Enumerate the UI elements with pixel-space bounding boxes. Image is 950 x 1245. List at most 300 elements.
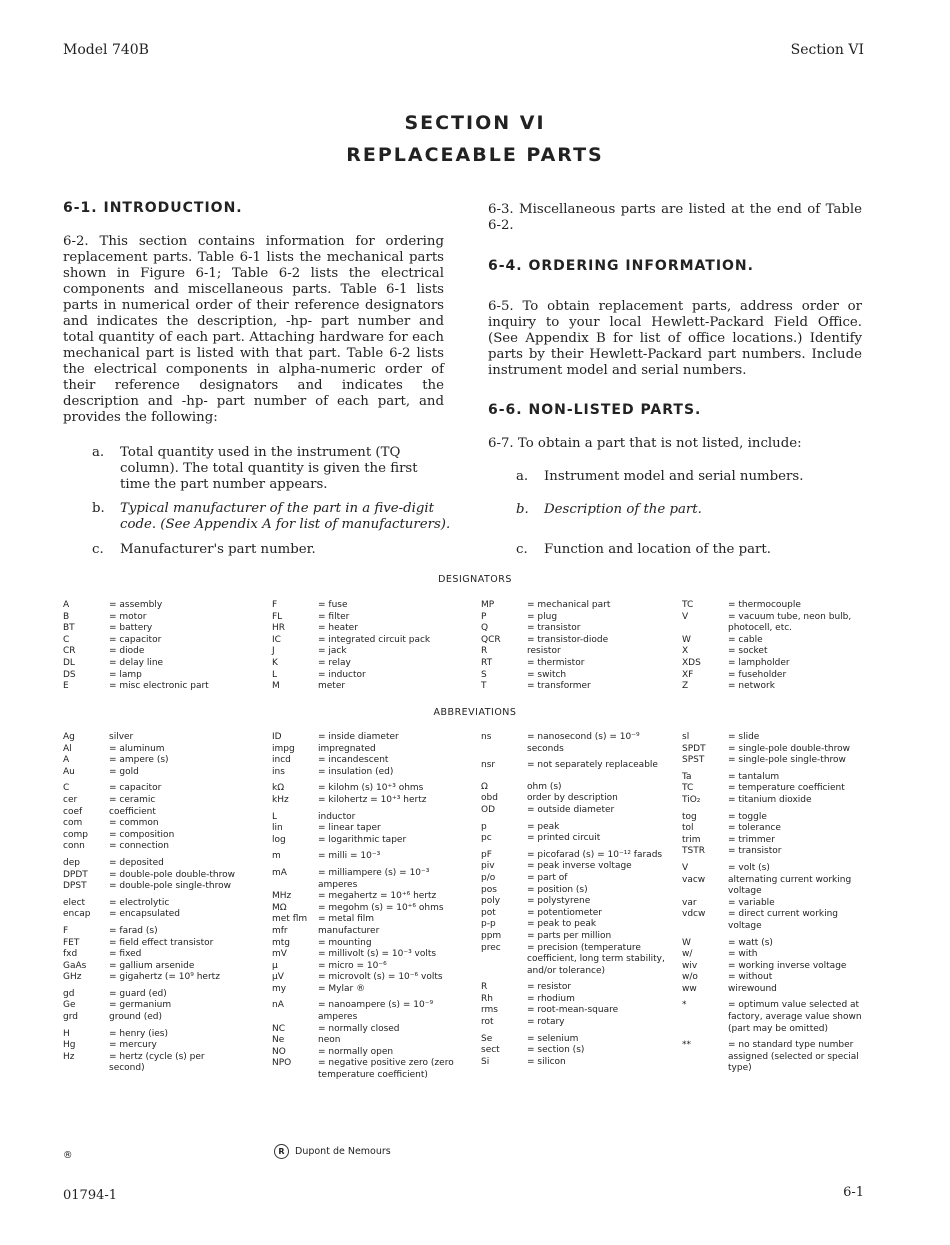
glossary-row <box>63 818 243 830</box>
glossary-code: XF <box>682 669 694 680</box>
glossary-code: fxd <box>63 949 78 960</box>
glossary-row <box>682 612 862 635</box>
glossary-row <box>682 795 867 807</box>
glossary-row <box>682 681 862 693</box>
glossary-description: silver <box>109 732 134 742</box>
glossary-code: dep <box>63 857 80 868</box>
glossary-row <box>272 926 462 938</box>
glossary-description: = direct current working voltage <box>728 909 839 931</box>
glossary-description: = potentiometer <box>527 907 602 918</box>
glossary-description: meter <box>318 681 346 692</box>
glossary-row <box>63 830 243 842</box>
glossary-code: K <box>272 657 278 668</box>
glossary-code: T <box>481 681 487 692</box>
glossary-code: B <box>63 611 70 622</box>
glossary-row <box>272 823 462 835</box>
glossary-row <box>481 943 676 978</box>
glossary-description: = battery <box>109 623 153 634</box>
glossary-code: TC <box>682 783 694 794</box>
glossary-description: resistor <box>527 646 561 657</box>
glossary-code: NC <box>272 1023 286 1034</box>
glossary-description: = mechanical part <box>527 600 611 610</box>
glossary-code: L <box>272 811 278 822</box>
glossary-description: = mercury <box>109 1040 157 1051</box>
glossary-code: R <box>481 646 488 657</box>
glossary-row <box>63 635 238 647</box>
glossary-row <box>272 732 462 744</box>
glossary-description: = normally closed <box>318 1023 400 1034</box>
glossary-description: = peak inverse voltage <box>527 861 632 872</box>
glossary-description: = megohm (s) = 10⁺⁶ ohms <box>318 902 444 913</box>
glossary-code: mtg <box>272 937 291 948</box>
glossary-code: Ne <box>272 1035 285 1046</box>
glossary-row <box>682 835 867 847</box>
list-item <box>516 542 862 560</box>
glossary-row <box>481 681 666 693</box>
glossary-row <box>272 795 462 807</box>
glossary-description: = motor <box>109 611 147 622</box>
designators-column <box>682 600 862 693</box>
glossary-code: obd <box>481 793 498 804</box>
glossary-description: = part of <box>527 872 568 883</box>
glossary-code: nsr <box>481 760 496 771</box>
glossary-row <box>272 623 442 635</box>
glossary-description: = plug <box>527 611 558 622</box>
glossary-description: coefficient <box>109 806 156 817</box>
glossary-code: E <box>63 681 69 692</box>
glossary-description: = printed circuit <box>527 833 601 844</box>
glossary-code: μV <box>272 972 284 983</box>
glossary-description: = megahertz = 10⁺⁶ hertz <box>318 891 437 902</box>
glossary-description: = thermistor <box>527 657 585 668</box>
glossary-code: BT <box>63 623 75 634</box>
glossary-row <box>682 646 862 658</box>
list-marker: a. <box>516 469 529 484</box>
glossary-code: met flm <box>272 914 308 925</box>
glossary-code: pF <box>481 849 492 860</box>
glossary-row <box>63 681 238 693</box>
glossary-code: mA <box>272 867 287 878</box>
list-text: Manufacturer's part number. <box>120 542 316 557</box>
glossary-row <box>63 1029 243 1041</box>
glossary-description: = parts per million <box>527 930 612 941</box>
glossary-code: NPO <box>272 1058 292 1069</box>
glossary-code: log <box>272 834 286 845</box>
glossary-code: Z <box>682 681 689 692</box>
glossary-description: = resistor <box>527 982 572 993</box>
glossary-row <box>63 870 243 882</box>
glossary-description: = inductor <box>318 669 366 680</box>
glossary-code: V <box>682 611 689 622</box>
glossary-description: = capacitor <box>109 783 162 794</box>
glossary-description: = heater <box>318 623 358 634</box>
glossary-code: DS <box>63 669 76 680</box>
glossary-code: com <box>63 818 83 829</box>
glossary-description: = fixed <box>109 949 142 960</box>
glossary-code: L <box>272 669 278 680</box>
glossary-row <box>481 822 676 834</box>
glossary-description: = relay <box>318 657 351 668</box>
glossary-description: = mounting <box>318 937 372 948</box>
glossary-description: = silicon <box>527 1056 566 1067</box>
glossary-code: prec <box>481 942 501 953</box>
glossary-row <box>63 744 243 756</box>
glossary-description: = double-pole single-throw <box>109 881 231 892</box>
glossary-description: = socket <box>728 646 768 657</box>
glossary-row <box>481 1005 676 1017</box>
glossary-code: elect <box>63 897 86 908</box>
glossary-description: = variable <box>728 897 775 908</box>
abbreviations-column <box>272 732 462 1082</box>
glossary-code: XDS <box>682 657 701 668</box>
glossary-code: DPST <box>63 881 87 892</box>
nonlisted-heading: 6-6. NON-LISTED PARTS. <box>488 402 702 418</box>
glossary-code: RT <box>481 657 493 668</box>
glossary-description: neon <box>318 1035 341 1046</box>
glossary-description: = gold <box>109 766 139 777</box>
glossary-row <box>63 600 238 612</box>
glossary-description: order by description <box>527 793 618 804</box>
glossary-description: inductor <box>318 811 356 822</box>
glossary-description: = micro = 10⁻⁶ <box>318 960 387 971</box>
glossary-code: Ag <box>63 732 75 742</box>
glossary-code: TC <box>682 600 694 610</box>
glossary-row <box>481 658 666 670</box>
glossary-code: F <box>63 925 69 936</box>
glossary-row <box>272 612 442 624</box>
glossary-row <box>682 600 862 612</box>
glossary-description: = metal film <box>318 914 375 925</box>
glossary-row <box>481 896 676 908</box>
glossary-code: Rh <box>481 993 493 1004</box>
list-text: Typical manufacturer of the part in a five-digit code. (See Appendix A for list of manufacturers). <box>120 501 451 532</box>
glossary-row <box>481 908 676 920</box>
glossary-code: rot <box>481 1017 494 1028</box>
trademark-note <box>274 1144 391 1159</box>
list-text: Description of the part. <box>544 502 702 517</box>
glossary-code: ID <box>272 732 282 742</box>
glossary-code: ww <box>682 983 697 994</box>
glossary-description: = connection <box>109 841 169 852</box>
glossary-row <box>481 1017 676 1029</box>
glossary-code: MHz <box>272 891 292 902</box>
list-text: Function and location of the part. <box>544 542 771 557</box>
glossary-code: pot <box>481 907 496 918</box>
abbreviations-column <box>481 732 676 1068</box>
glossary-description: = gigahertz (= 10⁹ hertz <box>109 972 220 983</box>
glossary-row <box>682 863 867 875</box>
glossary-code: my <box>272 983 287 994</box>
glossary-row <box>272 600 442 612</box>
glossary-row <box>272 949 462 961</box>
glossary-row <box>481 1034 676 1046</box>
glossary-row <box>682 755 867 767</box>
glossary-code: Au <box>63 766 75 777</box>
glossary-row <box>63 767 243 779</box>
glossary-code: lin <box>272 823 283 834</box>
glossary-code: SPST <box>682 755 705 766</box>
glossary-row <box>481 994 676 1006</box>
glossary-row <box>481 1057 676 1069</box>
glossary-description: = watt (s) <box>728 937 773 948</box>
glossary-code: encap <box>63 909 91 920</box>
glossary-code: F <box>272 600 278 610</box>
glossary-row <box>272 1058 462 1081</box>
glossary-code: p-p <box>481 919 496 930</box>
glossary-description: = titanium dioxide <box>728 794 812 805</box>
glossary-description: = rotary <box>527 1017 565 1028</box>
glossary-row <box>682 961 867 973</box>
glossary-row <box>682 823 867 835</box>
glossary-code: C <box>63 634 70 645</box>
glossary-description: = ampere (s) <box>109 755 169 766</box>
glossary-description: = single-pole double-throw <box>728 743 850 754</box>
glossary-code: ns <box>481 732 492 742</box>
glossary-description: wirewound <box>728 983 777 994</box>
glossary-description: ohm (s) <box>527 781 562 792</box>
footer-document-number: 01794-1 <box>63 1188 118 1203</box>
glossary-row <box>272 767 462 779</box>
glossary-row <box>682 732 867 744</box>
glossary-description: = ceramic <box>109 794 156 805</box>
glossary-description: = not separately replaceable <box>527 760 658 771</box>
list-item <box>92 542 444 560</box>
glossary-row <box>481 670 666 682</box>
glossary-description: = transformer <box>527 681 591 692</box>
glossary-description: = double-pole double-throw <box>109 869 235 880</box>
glossary-row <box>481 600 666 612</box>
glossary-code: H <box>63 1028 70 1039</box>
glossary-code: nA <box>272 1000 284 1011</box>
glossary-row <box>63 961 243 973</box>
list-item <box>516 502 862 520</box>
glossary-description: = misc electronic part <box>109 681 209 692</box>
glossary-description: = optimum value selected at factory, average value shown (part may be omitted) <box>728 1000 862 1034</box>
glossary-code: W <box>682 937 691 948</box>
glossary-row <box>272 961 462 973</box>
glossary-row <box>272 1000 462 1023</box>
glossary-description: impregnated <box>318 743 376 754</box>
glossary-description: = network <box>728 681 775 692</box>
glossary-description: = temperature coefficient <box>728 783 845 794</box>
glossary-description: = encapsulated <box>109 909 181 920</box>
glossary-code: sect <box>481 1045 500 1056</box>
glossary-description: = filter <box>318 611 350 622</box>
glossary-row <box>272 914 462 926</box>
glossary-description: = farad (s) <box>109 925 158 936</box>
glossary-description: = kilohertz = 10⁺³ hertz <box>318 794 427 805</box>
glossary-code: Ge <box>63 1000 76 1011</box>
glossary-code: trim <box>682 834 701 845</box>
glossary-row <box>272 984 462 996</box>
glossary-code: DPDT <box>63 869 88 880</box>
glossary-row <box>682 658 862 670</box>
glossary-description: = single-pole single-throw <box>728 755 846 766</box>
glossary-row <box>63 783 243 795</box>
glossary-description: = jack <box>318 646 347 657</box>
glossary-description: = field effect transistor <box>109 937 214 948</box>
glossary-code: M <box>272 681 280 692</box>
glossary-description: = Mylar ® <box>318 983 366 994</box>
glossary-row <box>481 793 676 805</box>
glossary-code: OD <box>481 804 496 815</box>
glossary-description: = henry (ies) <box>109 1028 168 1039</box>
glossary-description: = lamp <box>109 669 142 680</box>
glossary-row <box>272 783 462 795</box>
list-marker: c. <box>92 542 104 557</box>
glossary-code: A <box>63 600 70 610</box>
glossary-code: impg <box>272 743 295 754</box>
glossary-row <box>682 938 867 950</box>
glossary-description: = diode <box>109 646 145 657</box>
glossary-description: = picofarad (s) = 10⁻¹² farads <box>527 849 663 860</box>
glossary-row <box>682 984 867 996</box>
glossary-row <box>682 972 867 984</box>
abbreviations-label: ABBREVIATIONS <box>433 707 517 718</box>
glossary-description: = transistor <box>527 623 581 634</box>
list-text: Instrument model and serial numbers. <box>544 469 804 484</box>
glossary-description: = root-mean-square <box>527 1005 619 1016</box>
glossary-code: p/o <box>481 872 496 883</box>
glossary-code: TSTR <box>682 846 705 857</box>
glossary-row <box>63 658 238 670</box>
glossary-row <box>481 623 666 635</box>
glossary-description: = insulation (ed) <box>318 766 394 777</box>
glossary-code: poly <box>481 896 501 907</box>
glossary-code: FL <box>272 611 283 622</box>
glossary-code: μ <box>272 960 278 971</box>
glossary-description: = transistor <box>728 846 782 857</box>
glossary-code: Ta <box>682 771 692 782</box>
glossary-code: piv <box>481 861 495 872</box>
glossary-code: R <box>481 982 488 993</box>
glossary-code: GaAs <box>63 960 87 971</box>
glossary-code: pc <box>481 833 492 844</box>
glossary-code: comp <box>63 829 88 840</box>
glossary-row <box>682 744 867 756</box>
glossary-row <box>481 861 676 873</box>
footer-page-number: 6-1 <box>843 1185 864 1200</box>
glossary-description: = volt (s) <box>728 862 770 873</box>
trademark-text: Dupont de Nemours <box>295 1146 391 1157</box>
glossary-description: = vacuum tube, neon bulb, photocell, etc. <box>728 611 852 634</box>
glossary-code: gd <box>63 988 75 999</box>
glossary-row <box>481 833 676 845</box>
list-item <box>92 445 444 495</box>
glossary-description: = capacitor <box>109 634 162 645</box>
glossary-code: incd <box>272 755 291 766</box>
glossary-description: = thermocouple <box>728 600 801 610</box>
glossary-code: X <box>682 646 689 657</box>
glossary-description: = deposited <box>109 857 164 868</box>
glossary-row <box>272 868 462 891</box>
glossary-description: = trimmer <box>728 834 775 845</box>
glossary-code: Ω <box>481 781 488 792</box>
glossary-description: = fuse <box>318 600 348 610</box>
glossary-description: = no standard type number assigned (selected or special type) <box>728 1040 859 1074</box>
glossary-row <box>682 909 867 932</box>
glossary-code: CR <box>63 646 76 657</box>
glossary-row <box>481 873 676 885</box>
glossary-row <box>272 938 462 950</box>
abbreviations-column <box>682 732 867 1075</box>
glossary-row <box>63 1012 243 1024</box>
glossary-row <box>481 919 676 931</box>
glossary-code: Se <box>481 1033 493 1044</box>
glossary-description: = precision (temperature coefficient, long term stability, and/or tolerance) <box>527 942 665 976</box>
glossary-description: alternating current working voltage <box>728 874 852 897</box>
glossary-code: * <box>682 1000 687 1011</box>
glossary-description: = without <box>728 972 773 983</box>
glossary-code: vacw <box>682 874 706 885</box>
glossary-code: C <box>63 783 70 794</box>
ordering-heading: 6-4. ORDERING INFORMATION. <box>488 258 754 274</box>
glossary-code: wiv <box>682 960 698 971</box>
glossary-description: = kilohm (s) 10⁺³ ohms <box>318 783 424 794</box>
glossary-description: = peak <box>527 821 560 832</box>
glossary-row <box>272 670 442 682</box>
glossary-code: MP <box>481 600 495 610</box>
glossary-row <box>682 949 867 961</box>
glossary-code: mfr <box>272 925 288 936</box>
glossary-row <box>63 623 238 635</box>
list-marker: a. <box>92 445 105 460</box>
glossary-description: = incandescent <box>318 755 389 766</box>
glossary-code: MΩ <box>272 902 287 913</box>
glossary-row <box>63 755 243 767</box>
glossary-code: grd <box>63 1012 78 1023</box>
glossary-row <box>63 1040 243 1052</box>
glossary-row <box>272 972 462 984</box>
glossary-code: J <box>272 646 275 657</box>
paragraph-6-5: 6-5. To obtain replacement parts, address order or inquiry to your local Hewlett-Packard Field Office. (See Appendix B for list of office locations.) Identify parts by their Hewlett-Packard part numbers. Include instrument model and serial numbers. <box>488 299 862 378</box>
glossary-description: = position (s) <box>527 884 588 895</box>
glossary-description: = working inverse voltage <box>728 960 847 971</box>
glossary-row <box>63 926 243 938</box>
glossary-description: = section (s) <box>527 1045 585 1056</box>
list-marker: b. <box>92 501 105 516</box>
glossary-code: Si <box>481 1056 490 1067</box>
glossary-description: = slide <box>728 732 760 742</box>
glossary-code: Al <box>63 743 72 754</box>
paragraph-6-7: 6-7. To obtain a part that is not listed, include: <box>488 436 802 451</box>
glossary-description: = assembly <box>109 600 163 610</box>
glossary-code: w/o <box>682 972 698 983</box>
glossary-code: S <box>481 669 487 680</box>
glossary-row <box>272 835 462 847</box>
glossary-code: pos <box>481 884 497 895</box>
glossary-row <box>682 898 867 910</box>
glossary-code: Hz <box>63 1051 75 1062</box>
glossary-description: = aluminum <box>109 743 165 754</box>
glossary-row <box>272 635 442 647</box>
glossary-code: coef <box>63 806 83 817</box>
glossary-description: = germanium <box>109 1000 172 1011</box>
glossary-row <box>63 795 243 807</box>
glossary-row <box>481 982 676 994</box>
glossary-code: sl <box>682 732 690 742</box>
glossary-description: = normally open <box>318 1046 394 1057</box>
list-item <box>92 501 460 535</box>
glossary-code: GHz <box>63 972 82 983</box>
glossary-code: DL <box>63 657 75 668</box>
glossary-code: tog <box>682 811 697 822</box>
glossary-row <box>682 1040 867 1075</box>
glossary-row <box>272 744 462 756</box>
designators-column <box>272 600 442 693</box>
glossary-description: = fuseholder <box>728 669 787 680</box>
glossary-code: P <box>481 611 487 622</box>
